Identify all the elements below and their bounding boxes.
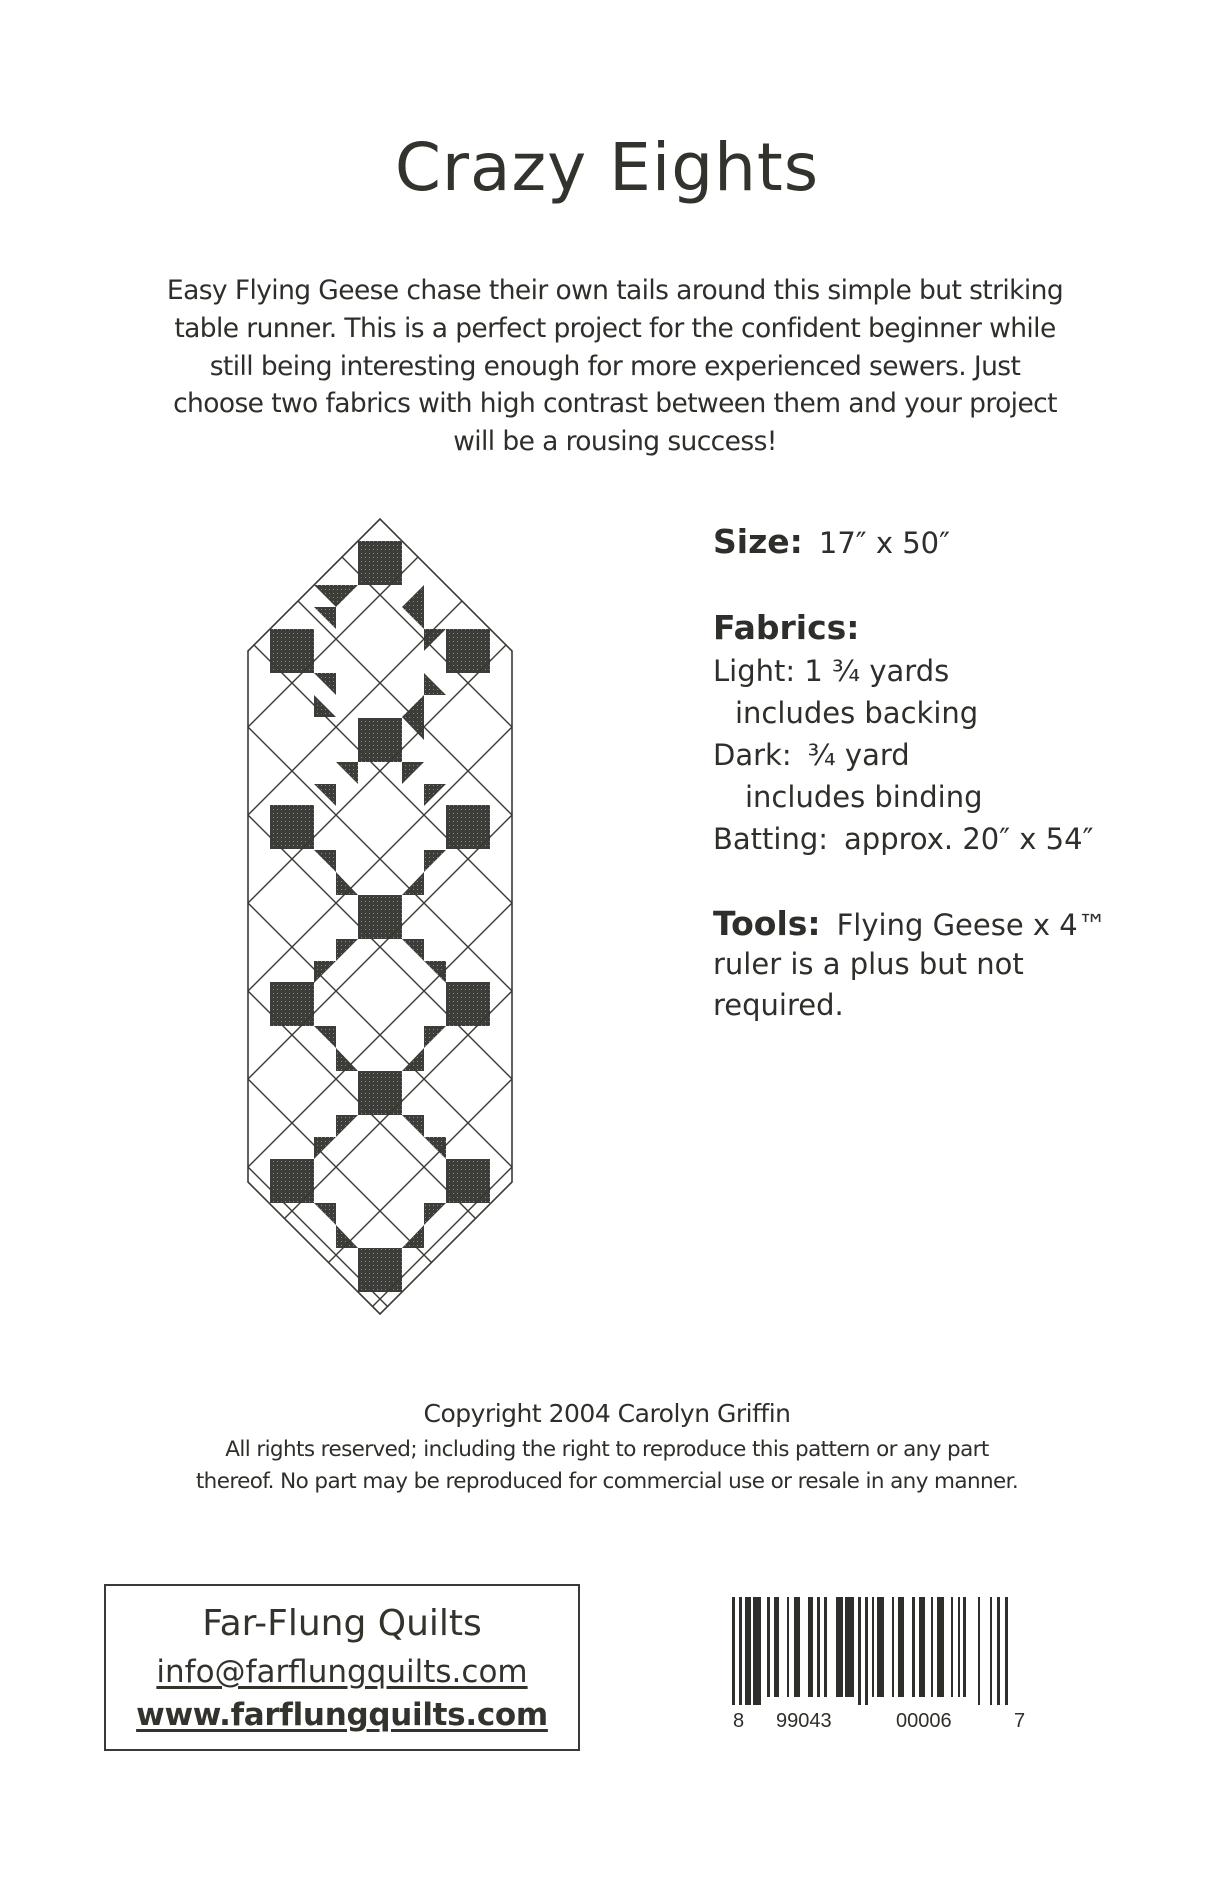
intro-line: Easy Flying Geese chase their own tails around this simple but striking <box>166 275 1064 306</box>
barcode-digit-check: 7 <box>1014 1710 1026 1732</box>
dark-fabric-note: includes binding <box>745 780 983 814</box>
light-fabric-row <box>713 651 949 691</box>
rights-line: thereof. No part may be reproduced for commercial use or resale in any manner. <box>195 1469 1019 1494</box>
publisher-name: Far-Flung Quilts <box>202 1603 482 1644</box>
dark-label: Dark: <box>713 738 792 772</box>
batting-row <box>713 819 1093 859</box>
light-fabric-note: includes backing <box>735 696 979 730</box>
dark-value: ¾ yard <box>807 738 910 772</box>
light-value: 1 ¾ yards <box>804 654 950 688</box>
intro-line: will be a rousing success! <box>453 426 777 458</box>
size-value: 17″ x 50″ <box>818 526 950 560</box>
pattern-title: Crazy Eights <box>394 129 820 206</box>
publisher-box <box>104 1584 580 1751</box>
copyright-title: Copyright 2004 Carolyn Griffin <box>423 1399 791 1428</box>
tools-row <box>713 904 1107 945</box>
light-label: Light: <box>713 654 796 688</box>
dark-fabric-row <box>713 735 910 775</box>
size-label: Size: <box>713 522 803 561</box>
intro-line: choose two fabrics with high contrast between them and your project <box>173 388 1057 420</box>
publisher-website-link[interactable]: www.farflungquilts.com <box>136 1697 548 1733</box>
tools-label: Tools: <box>713 904 821 943</box>
upc-barcode <box>726 1592 1026 1742</box>
intro-line: still being interesting enough for more experienced sewers. Just <box>209 350 1021 382</box>
rights-notice <box>0 1434 1214 1498</box>
tools-line: ruler is a plus but not <box>713 947 1024 981</box>
rights-line: All rights reserved; including the right to reproduce this pattern or any part <box>225 1437 989 1462</box>
tools-line: Flying Geese x 4™ <box>836 908 1107 942</box>
batting-label: Batting: <box>713 822 829 856</box>
barcode-digit-group: 00006 <box>896 1710 952 1732</box>
size-row <box>713 522 950 563</box>
intro-paragraph <box>120 272 1110 461</box>
barcode-digit-group: 99043 <box>776 1710 832 1732</box>
barcode-bars <box>726 1592 1026 1712</box>
publisher-email-link[interactable]: info@farflungquilts.com <box>156 1654 528 1690</box>
fabrics-heading: Fabrics: <box>713 608 860 647</box>
quilt-diagram-graphic <box>240 510 530 1330</box>
intro-line: table runner. This is a perfect project for the confident beginner while <box>174 312 1056 344</box>
batting-value: approx. 20″ x 54″ <box>844 822 1094 856</box>
barcode-digit-prefix: 8 <box>733 1710 745 1732</box>
table-runner-diagram <box>240 510 530 1334</box>
tools-line: required. <box>713 988 844 1022</box>
